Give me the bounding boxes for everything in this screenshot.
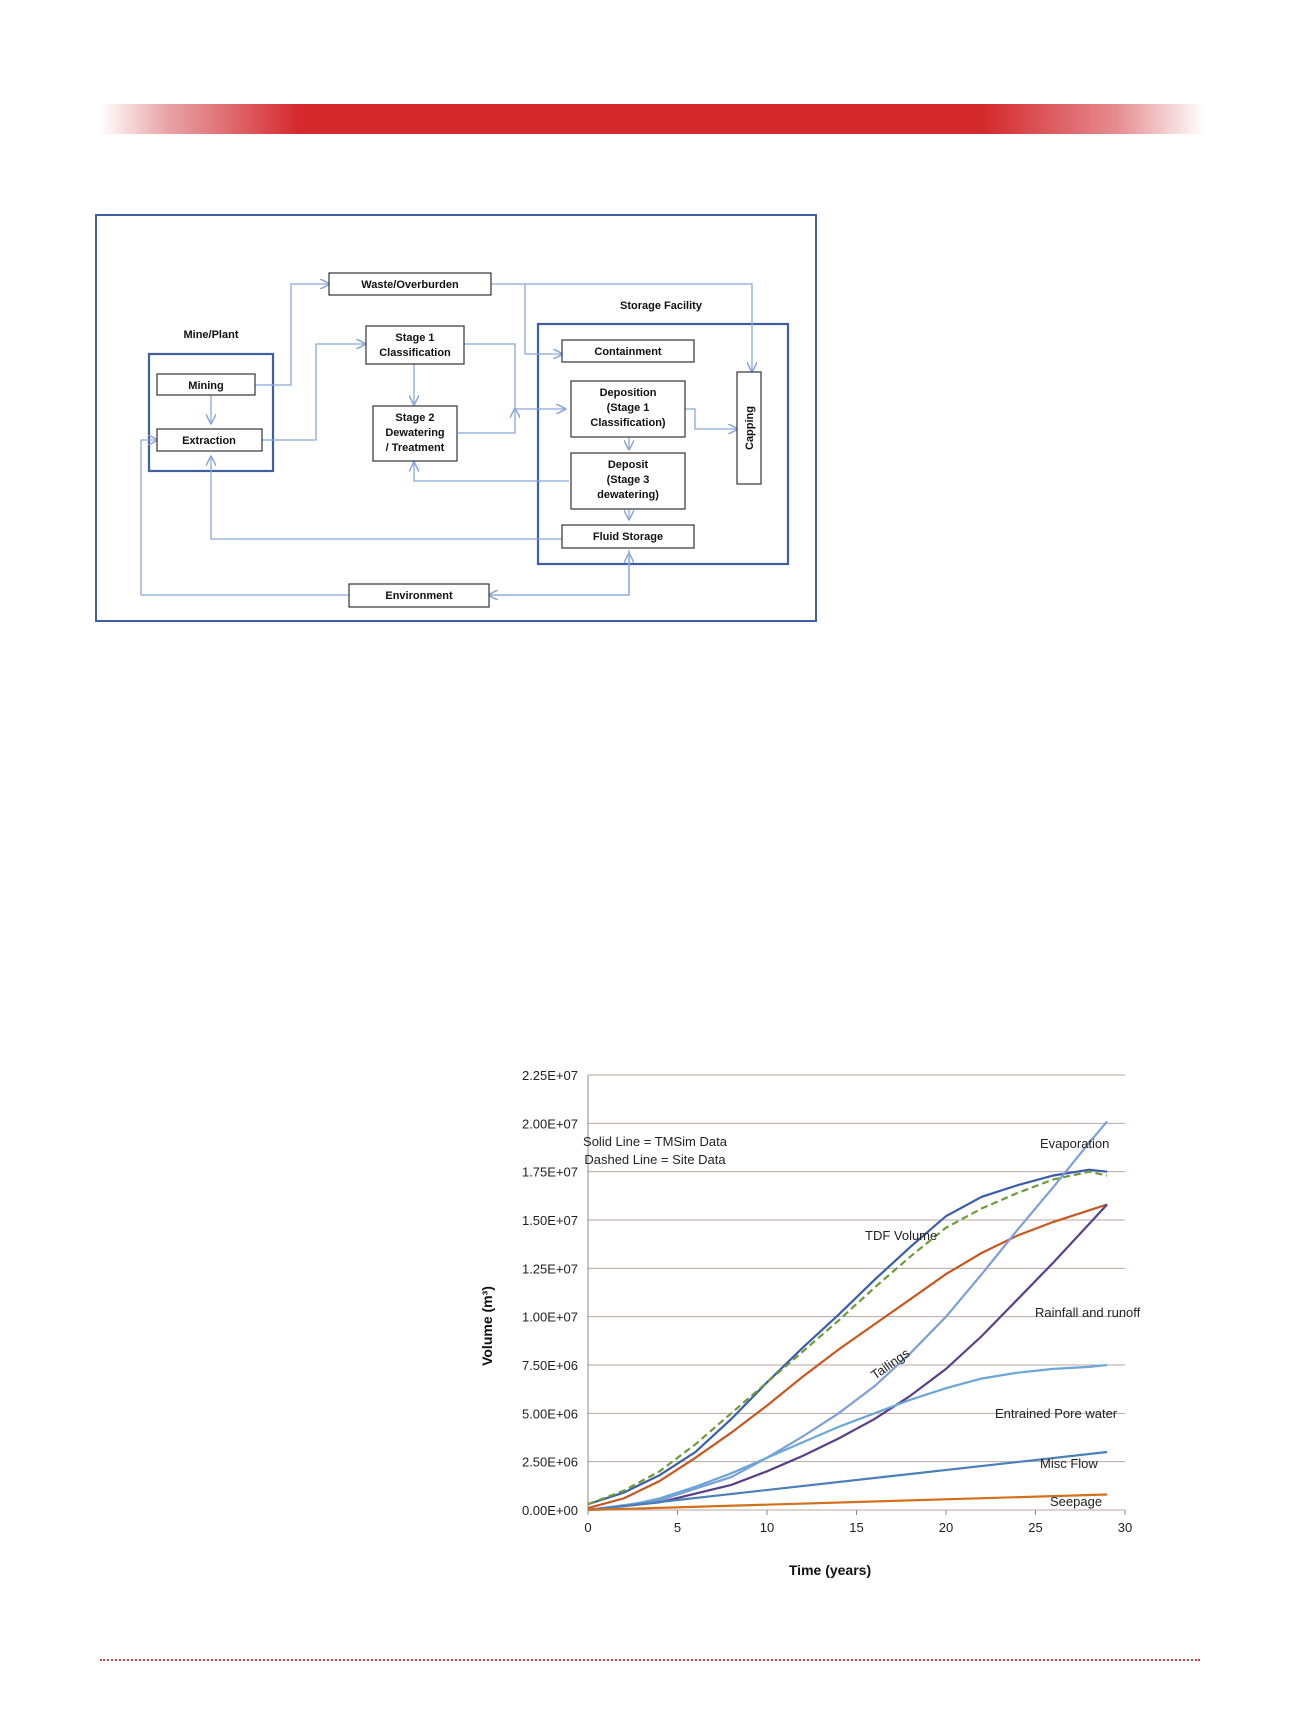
deposition-label-1: Deposition xyxy=(599,387,657,399)
legend-note-dashed: Dashed Line = Site Data xyxy=(584,1152,726,1167)
capping-label: Capping xyxy=(744,406,756,450)
y-tick-label: 0.00E+00 xyxy=(521,1503,578,1518)
x-axis-label: Time (years) xyxy=(788,1562,872,1578)
series-line-entrained-pore-water xyxy=(588,1365,1107,1510)
annotation-entrained-pore-water: Entrained Pore water xyxy=(995,1406,1118,1421)
deposit-label-1: Deposit xyxy=(607,459,649,471)
deposition-label-3: Classification) xyxy=(590,417,666,429)
x-tick-label: 15 xyxy=(849,1520,864,1535)
y-tick-label: 1.00E+07 xyxy=(521,1309,578,1325)
x-tick-label: 30 xyxy=(1117,1520,1133,1535)
mine-plant-label: Mine/Plant xyxy=(183,329,239,341)
annotation-misc-flow: Misc Flow xyxy=(1040,1456,1098,1471)
extraction-label: Extraction xyxy=(182,435,236,447)
y-tick-label: 2.00E+07 xyxy=(521,1116,578,1132)
header-banner xyxy=(100,104,1205,134)
stage2-label-1: Stage 2 xyxy=(395,412,435,424)
y-tick-label: 2.50E+06 xyxy=(521,1454,578,1470)
deposit-label-2: (Stage 3 xyxy=(606,474,650,486)
stage1-label-1: Stage 1 xyxy=(395,332,435,344)
fluid-storage-label: Fluid Storage xyxy=(592,531,664,543)
series-line-tdf-volume-site- xyxy=(588,1172,1107,1505)
x-tick-label: 10 xyxy=(759,1520,775,1535)
volume-chart xyxy=(470,1050,1210,1590)
environment-label: Environment xyxy=(385,590,453,602)
annotation-evaporation: Evaporation xyxy=(1040,1136,1110,1151)
series-line-tailings xyxy=(588,1205,1107,1509)
y-tick-label: 5.00E+06 xyxy=(521,1406,578,1422)
x-tick-label: 20 xyxy=(938,1520,954,1535)
y-tick-label: 7.50E+06 xyxy=(521,1358,578,1373)
y-tick-labels xyxy=(522,1068,578,1518)
y-tick-label: 2.25E+07 xyxy=(521,1068,578,1083)
deposition-label-2: (Stage 1 xyxy=(606,402,650,414)
annotation-seepage: Seepage xyxy=(1050,1494,1103,1509)
containment-label: Containment xyxy=(594,346,662,358)
legend-note-solid: Solid Line = TMSim Data xyxy=(583,1134,727,1149)
y-tick-label: 1.75E+07 xyxy=(521,1164,578,1180)
waste-overburden-label: Waste/Overburden xyxy=(361,279,459,291)
annotation-tdf-volume: TDF Volume xyxy=(865,1228,938,1243)
storage-facility-label: Storage Facility xyxy=(620,300,702,312)
x-tick-label: 25 xyxy=(1028,1520,1043,1535)
y-tick-label: 1.50E+07 xyxy=(521,1213,578,1228)
annotation-rainfall: Rainfall and runoff xyxy=(1035,1305,1141,1320)
stage1-label-2: Classification xyxy=(379,347,451,359)
stage2-label-2: Dewatering xyxy=(385,427,445,439)
process-flow-diagram xyxy=(95,214,817,622)
y-axis-label: Volume (m³) xyxy=(479,1286,495,1366)
footer-dotted-line xyxy=(100,1659,1200,1661)
deposit-label-3: dewatering) xyxy=(597,489,659,501)
x-tick-labels xyxy=(584,1520,1132,1535)
chart-series xyxy=(588,1121,1110,1510)
series-line-evaporation xyxy=(588,1121,1110,1510)
x-tick-label: 0 xyxy=(584,1520,592,1535)
annotation-tailings: Tailings xyxy=(868,1345,913,1383)
mining-label: Mining xyxy=(188,380,224,392)
stage2-label-3: / Treatment xyxy=(385,442,445,454)
series-line-rainfall-and-runoff xyxy=(588,1205,1107,1511)
y-tick-label: 1.25E+07 xyxy=(521,1261,578,1277)
x-tick-label: 5 xyxy=(673,1520,682,1535)
